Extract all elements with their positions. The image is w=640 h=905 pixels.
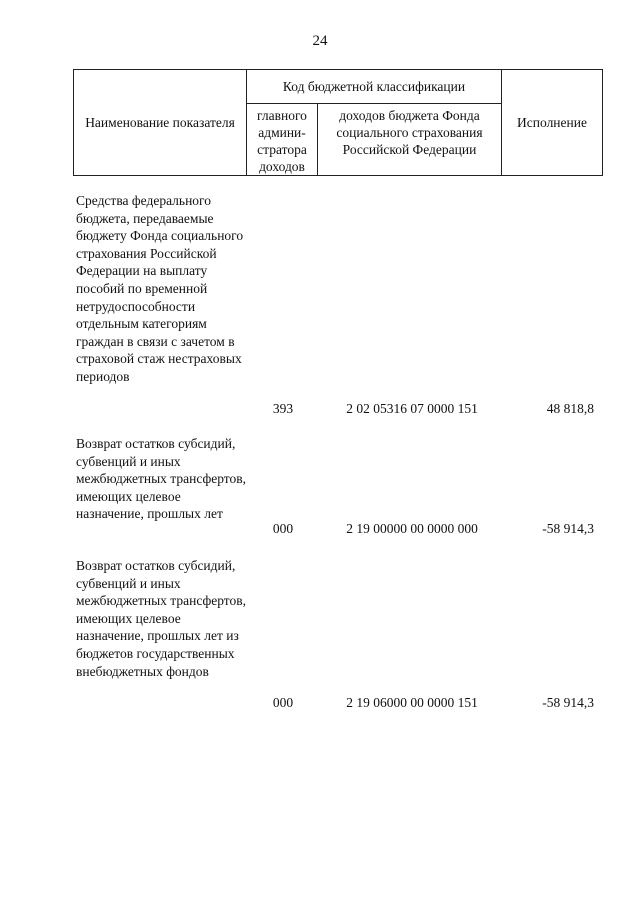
row-classification-code: 2 02 05316 07 0000 151 — [346, 401, 478, 416]
row-classification-code: 2 19 00000 00 0000 000 — [346, 521, 478, 536]
row-name: Возврат остатков субсидий, субвенций и иных межбюджетных трансфертов, имеющих целевое назначение, прошлых лет из бюджетов государственных внебюджетных фондов — [76, 558, 247, 679]
row-amount: -58 914,3 — [542, 521, 594, 536]
column-header-admin: главного админи-стратора доходов — [247, 104, 318, 176]
row-admin-code: 000 — [272, 695, 294, 710]
column-header-name: Наименование показателя — [74, 70, 247, 176]
column-header-execution: Исполнение — [502, 70, 603, 176]
row-admin-code: 000 — [272, 521, 294, 536]
column-group-header-code: Код бюджетной классификации — [247, 70, 502, 104]
row-admin-code: 393 — [272, 401, 294, 416]
table-row — [76, 435, 602, 545]
table-row — [76, 192, 602, 422]
table-row — [76, 557, 602, 717]
page-number: 24 — [312, 33, 328, 49]
table-header — [73, 69, 603, 176]
row-amount: 48 818,8 — [546, 401, 594, 416]
row-name: Возврат остатков субсидий, субвенций и иных межбюджетных трансфертов, имеющих целевое назначение, прошлых лет — [76, 436, 247, 522]
row-name: Средства федерального бюджета, передаваемые бюджету Фонда социального страхования Российской Федерации на выплату пособий по временной нетрудоспособности отдельным категориям граждан в связи с зачетом в страховой стаж нестраховых периодов — [76, 193, 244, 384]
column-header-revenue-code: доходов бюджета Фонда социального страхования Российской Федерации — [318, 104, 502, 176]
row-amount: -58 914,3 — [542, 695, 594, 710]
row-classification-code: 2 19 06000 00 0000 151 — [346, 695, 478, 710]
